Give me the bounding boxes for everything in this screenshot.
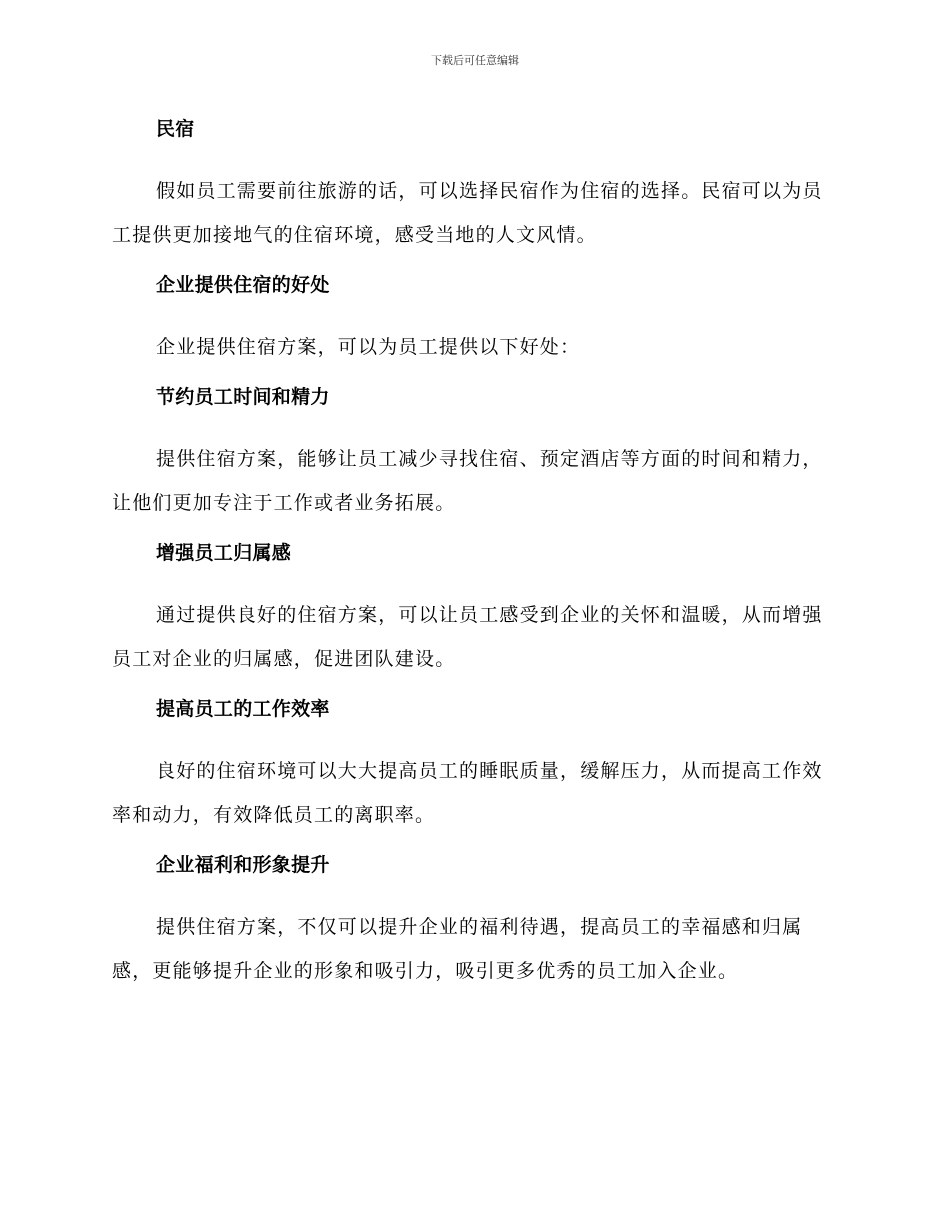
section-paragraph-welfare-image: 提供住宿方案，不仅可以提升企业的福利待遇，提高员工的幸福感和归属感，更能够提升企业的形象和吸引力，吸引更多优秀的员工加入企业。 [112,916,803,982]
section-heading-welfare-image: 企业福利和形象提升 [156,854,330,876]
section-paragraph-belonging: 通过提供良好的住宿方案，可以让员工感受到企业的关怀和温暖，从而增强员工对企业的归属感，促进团队建设。 [112,604,823,670]
section-paragraph-benefits: 企业提供住宿方案，可以为员工提供以下好处： [156,336,581,358]
section-paragraph-minsu: 假如员工需要前往旅游的话，可以选择民宿作为住宿的选择。民宿可以为员工提供更加接地气的住宿环境，感受当地的人文风情。 [112,180,823,246]
section-paragraph-save-time: 提供住宿方案，能够让员工减少寻找住宿、预定酒店等方面的时间和精力，让他们更加专注于工作或者业务拓展。 [112,448,823,514]
section-heading-benefits: 企业提供住宿的好处 [156,274,330,296]
page-header: 下载后可任意编辑 [431,54,519,67]
section-heading-minsu: 民宿 [156,118,195,140]
section-paragraph-efficiency: 良好的住宿环境可以大大提高员工的睡眠质量，缓解压力，从而提高工作效率和动力，有效降低员工的离职率。 [112,760,823,826]
section-heading-belonging: 增强员工归属感 [156,542,292,564]
section-heading-efficiency: 提高员工的工作效率 [156,698,330,720]
document-body [112,113,832,1005]
section-heading-save-time: 节约员工时间和精力 [156,386,330,408]
